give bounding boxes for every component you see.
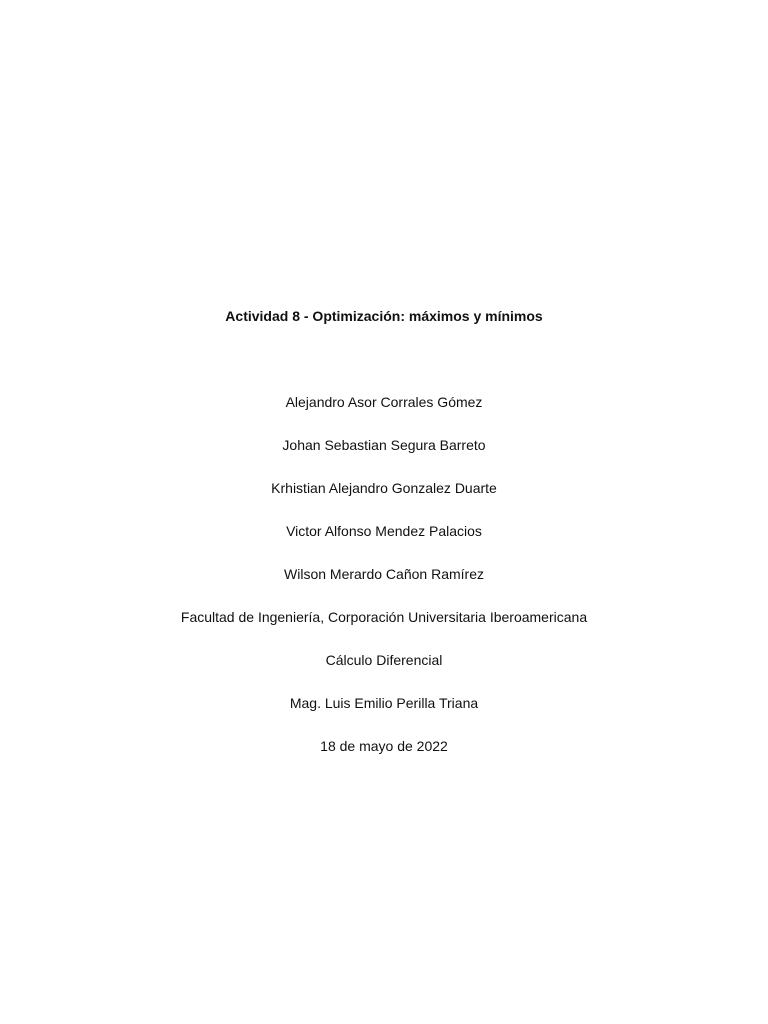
document-title: Actividad 8 - Optimización: máximos y mínimos [225, 308, 543, 324]
instructor-name: Mag. Luis Emilio Perilla Triana [289, 695, 479, 711]
author-5: Wilson Merardo Cañon Ramírez [284, 566, 484, 582]
document-date: 18 de mayo de 2022 [320, 738, 448, 754]
author-2: Johan Sebastian Segura Barreto [282, 437, 486, 453]
course-name: Cálculo Diferencial [325, 652, 443, 668]
institution: Facultad de Ingeniería, Corporación Universitaria Iberoamericana [180, 609, 588, 625]
author-3: Krhistian Alejandro Gonzalez Duarte [271, 480, 497, 496]
author-1: Alejandro Asor Corrales Gómez [285, 394, 483, 410]
author-4: Victor Alfonso Mendez Palacios [286, 523, 482, 539]
